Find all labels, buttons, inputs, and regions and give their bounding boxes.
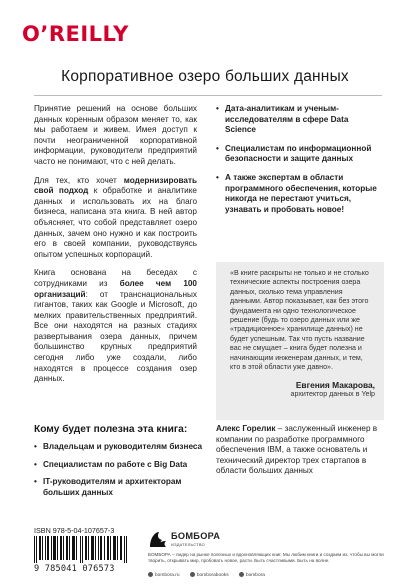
social-label: bomborabooks (196, 573, 229, 578)
vk-icon (190, 572, 195, 577)
description-paragraph-1: Принятие решений на основе больших данных коренным образом меняет то, как мы работаем и живем. Имея доступ к почти неограниченной корпоративной информации, руководители предприятий часто не понимают, что с ней делать. (34, 104, 197, 166)
social-website[interactable] (148, 573, 180, 578)
barcode (34, 536, 130, 563)
author-description: – заслуженный инженер в компании по разработке программного обеспечения IBM, а также основатель и технический директор трех стартапов в области больших данных (216, 424, 378, 476)
text-segment: Для тех, кто хочет (34, 175, 124, 185)
audience-bullets (216, 104, 381, 215)
list-item: • IT-руководителям и архитекторам больших данных (34, 477, 209, 498)
list-item: • Специалистам по работе с Big Data (34, 460, 209, 471)
social-instagram[interactable] (239, 573, 265, 578)
book-title: Корпоративное озеро больших данных (61, 68, 349, 85)
emphasis-text: модернизировать свой подход (34, 175, 197, 196)
emphasis-text: более чем 100 организаций (34, 278, 197, 299)
testimonial-author: Евгения Макарова, (295, 380, 375, 391)
list-item: • А также экспертам в области программного обеспечения, которые никогда не перестают учиться, узнавать и пробовать новое! (216, 173, 381, 215)
text-segment: Книга основана на беседах с сотрудниками из (34, 268, 197, 288)
author-bio (216, 424, 384, 477)
description-column (34, 104, 197, 393)
isbn-label: ISBN 978-5-04-107657-3 (34, 526, 115, 535)
description-paragraph-2 (34, 176, 197, 261)
barcode-number: 9 785041 076573 (34, 564, 115, 574)
social-links (148, 572, 388, 578)
instagram-icon (239, 572, 244, 577)
imprint-description: БОМБОРА – лидер на рынке полезных и вдохновляющих книг. Мы любим книги и создаем их, чтобы вы могли творить, открывать мир, пробовать новое, расти. Быть счастливыми. Быть на волне. (148, 552, 384, 563)
imprint-name: БОМБОРА (171, 531, 221, 541)
title-divider (34, 95, 382, 96)
target-audience-column (216, 104, 381, 223)
audience-heading: Кому будет полезна эта книга: (34, 424, 188, 435)
social-label: bombora (245, 573, 265, 578)
author-name: Алекс Горелик (216, 424, 276, 433)
bombora-logo (148, 528, 221, 550)
social-label: bombora.ru (155, 573, 180, 578)
audience-list (34, 442, 209, 505)
list-item: • Специалистам по информационной безопасности и защите данных (216, 144, 381, 165)
bombora-mark-icon (148, 529, 168, 549)
text-segment: к обработке и аналитике данных и использовать их на благо бизнеса, написана эта книга. В ней автор объясняет, что собой представляет озеро данных, зачем оно нужно и как построить его в своей компании, руководствуясь опытом успешных корпораций. (34, 186, 197, 259)
oreilly-logo: O’REILLY (22, 22, 129, 46)
social-vk[interactable] (190, 573, 229, 578)
list-item: • Владельцам и руководителям бизнеса (34, 442, 209, 453)
testimonial-text: «В книге раскрыты не только и не столько технические аспекты построения озера данных, сколько тема управления данными. Автор показывает, как без этого фундамента ни одно технологическое решение (будь то озеро данных или же «традиционное» хранилище данных) не будет успешным. Так что пусть название вас не смущает – книга будет полезна и начинающим инженерам данных, и тем, кто в этой области уже давно». (230, 269, 369, 372)
text-segment: : от транснациональных гигантов, таких как Google и Microsoft, до мелких правительственных предприятий. Все они находятся на разных стадиях развертывания озера данных, причем большинство крупных предприятий сегодня либо уже создали, либо находятся в процессе создания озер данных. (34, 289, 197, 384)
list-item: • Дата-аналитикам и ученым-исследователям в сфере Data Science (216, 104, 381, 136)
globe-icon (148, 572, 153, 577)
imprint-subtitle: ИЗДАТЕЛЬСТВО (171, 542, 205, 547)
testimonial-box (216, 262, 384, 420)
description-paragraph-3 (34, 268, 197, 385)
testimonial-role: архитектор данных в Yelp (290, 390, 375, 399)
